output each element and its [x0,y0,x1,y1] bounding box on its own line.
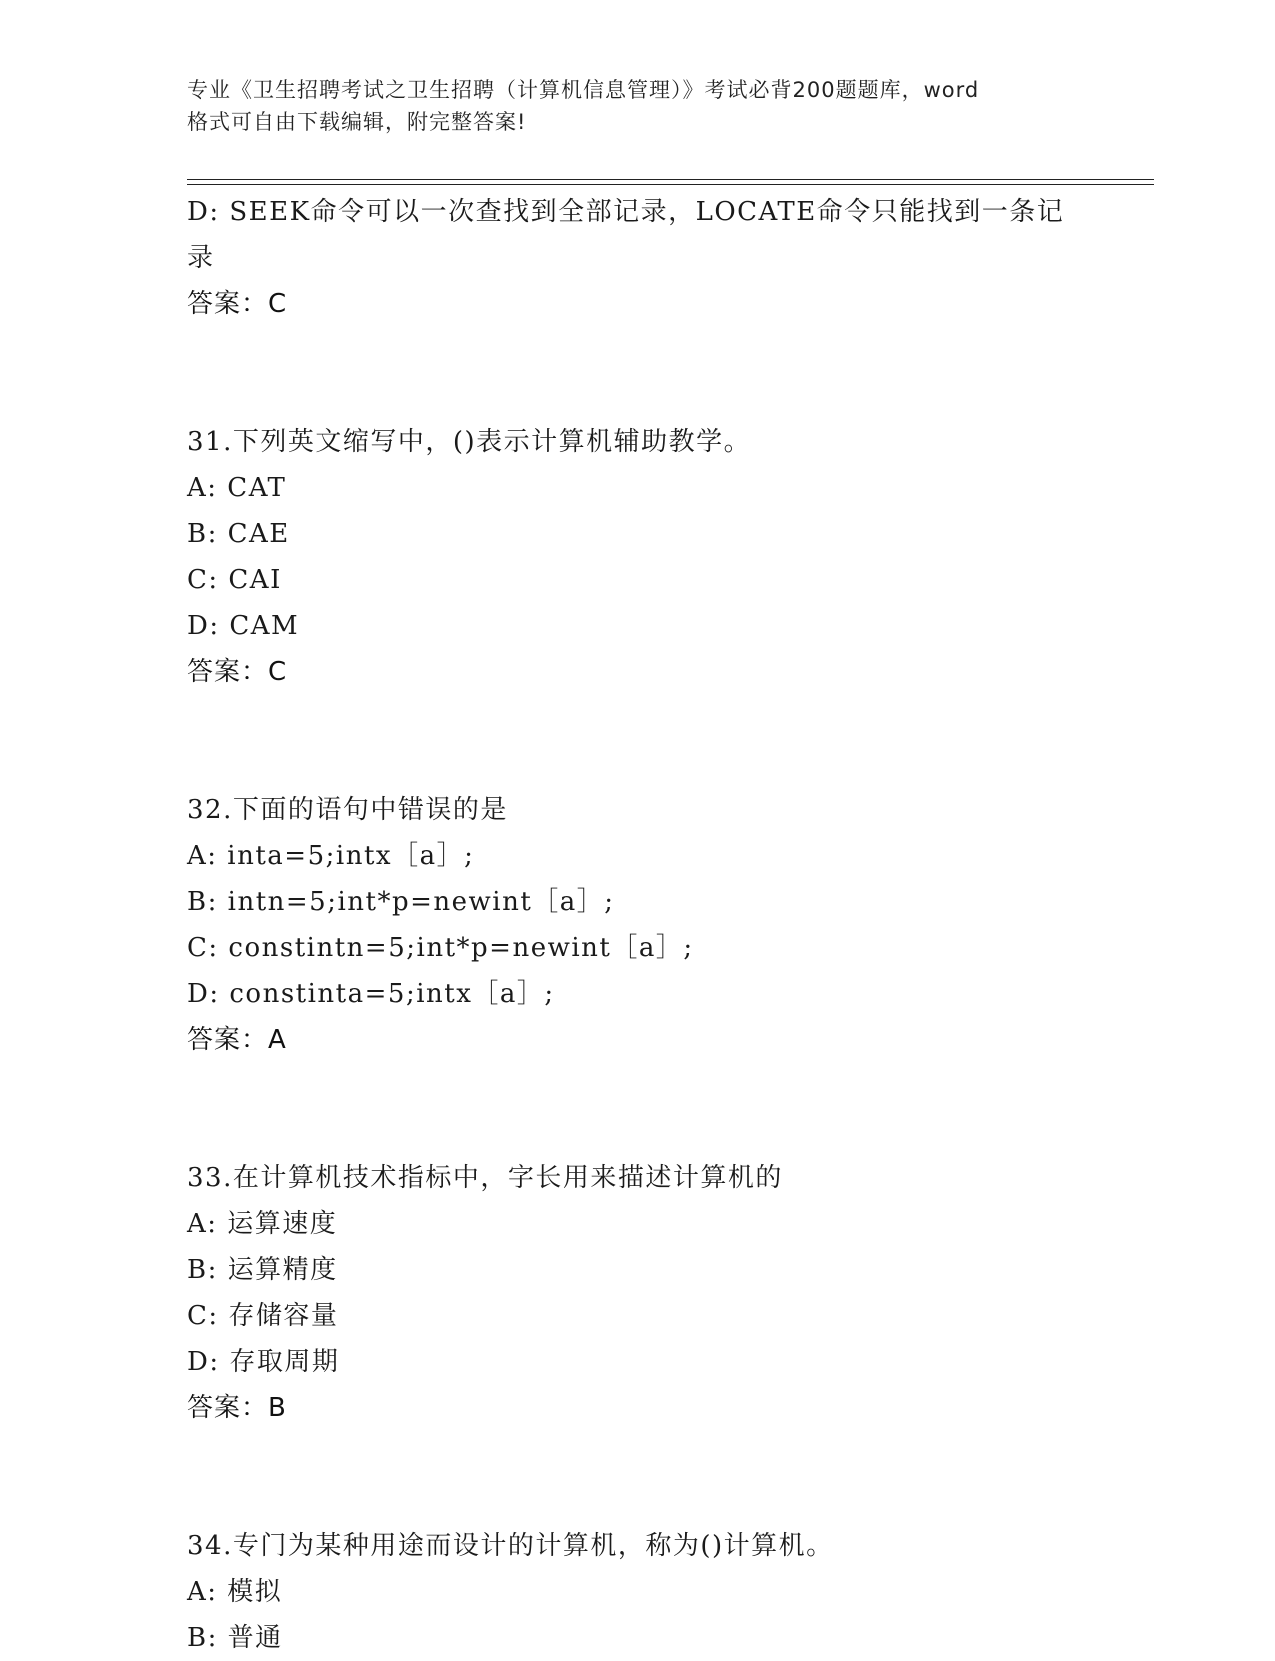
option-a: A: inta=5;intx［a］; [187,841,475,871]
question-stem: 33.在计算机技术指标中，字长用来描述计算机的 [187,1163,783,1193]
spacer [187,1431,1087,1523]
question-stem: 32.下面的语句中错误的是 [187,795,508,825]
question-30-tail [187,189,1087,327]
option-d: D: SEEK命令可以一次查找到全部记录，LOCATE命令只能找到一条记 [187,197,1065,227]
option-c: C: constintn=5;int*p=newint［a］; [187,933,694,963]
option-c: C: CAI [187,565,282,595]
option-b: B: intn=5;int*p=newint［a］; [187,887,615,917]
option-d-continued: 录 [187,243,215,273]
header-line-2: 格式可自由下载编辑，附完整答案! [187,110,527,134]
option-a: A: CAT [187,473,287,503]
header-divider-bottom [187,184,1154,185]
option-b: B: 普通 [187,1623,283,1653]
option-a: A: 运算速度 [187,1209,338,1239]
answer-line: 答案：C [187,289,288,319]
answer-line: 答案：A [187,1025,287,1055]
question-34 [187,1523,1087,1661]
question-33 [187,1155,1087,1431]
option-d: D: constinta=5;intx［a］; [187,979,555,1009]
question-stem: 34.专门为某种用途而设计的计算机，称为()计算机。 [187,1531,834,1561]
document-header [187,74,1087,138]
option-a: A: 模拟 [187,1577,283,1607]
spacer [187,327,1087,419]
option-c: C: 存储容量 [187,1301,339,1331]
option-d: D: CAM [187,611,300,641]
header-divider-top [187,179,1154,180]
answer-line: 答案：B [187,1393,287,1423]
header-line-1: 专业《卫生招聘考试之卫生招聘（计算机信息管理）》考试必背200题题库，word [187,78,980,102]
question-list [187,189,1087,1661]
question-31 [187,419,1087,695]
answer-line: 答案：C [187,657,288,687]
spacer [187,695,1087,787]
option-b: B: 运算精度 [187,1255,338,1285]
option-d: D: 存取周期 [187,1347,340,1377]
option-b: B: CAE [187,519,290,549]
question-32 [187,787,1087,1063]
question-stem: 31.下列英文缩写中，()表示计算机辅助教学。 [187,427,752,457]
spacer [187,1063,1087,1155]
